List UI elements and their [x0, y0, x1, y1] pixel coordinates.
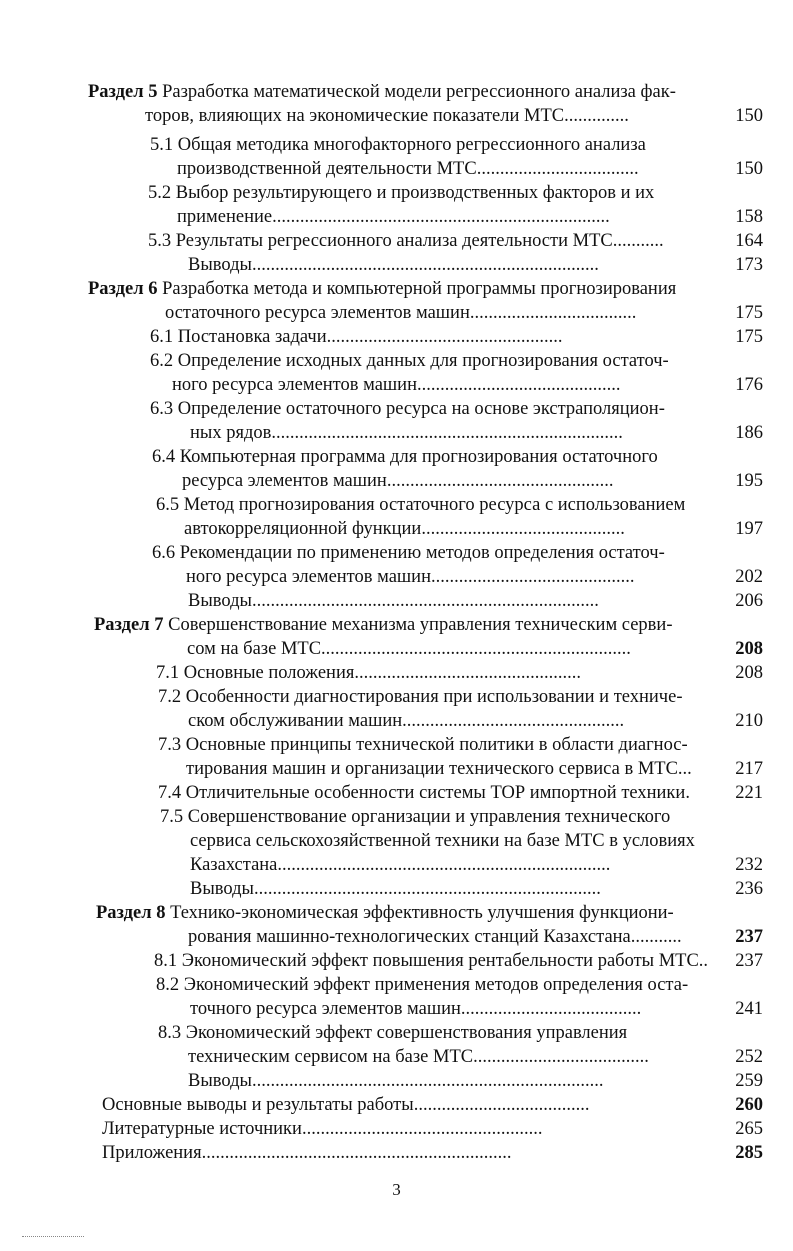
toc-line: [190, 877, 601, 901]
toc-line: [152, 541, 665, 565]
toc-line: [148, 181, 654, 205]
dot-leader: ...................................................................: [321, 639, 631, 659]
toc-line: [102, 1117, 542, 1141]
toc-line-text: ных рядов: [190, 423, 272, 443]
toc-line-text: автокорреляционной функции: [184, 519, 422, 539]
toc-line-text: 5.1 Общая методика многофакторного регрессионного анализа: [150, 135, 646, 155]
toc-line: [158, 1021, 627, 1045]
dot-leader: ....................................................: [301, 1119, 543, 1139]
toc-page-number: 150: [735, 106, 763, 126]
toc-page-number: 206: [735, 591, 763, 611]
toc-line-text: 6.1 Постановка задачи: [150, 327, 327, 347]
toc-line-text: производственной деятельности МТС: [177, 159, 477, 179]
toc-page-number: 164: [735, 231, 763, 251]
toc-entry: [0, 973, 793, 1021]
toc-entry: [0, 445, 793, 493]
dot-leader: ...........................................................................: [253, 879, 601, 899]
toc-entry: [0, 805, 793, 877]
toc-line: [160, 805, 670, 829]
toc-line-text: Выводы: [188, 1071, 252, 1091]
toc-line-text: Разработка метода и компьютерной программы прогнозирования: [157, 279, 677, 299]
toc-line-text: 7.5 Совершенствование организации и управления технического: [160, 807, 671, 827]
toc-line: [188, 925, 682, 949]
toc-page-number: 150: [735, 159, 763, 179]
dot-leader: .........................................................................: [272, 207, 610, 227]
toc-line-text: 8.1 Экономический эффект повышения рентабельности работы МТС..: [154, 951, 709, 971]
toc-page-number: 259: [735, 1071, 763, 1091]
dot-leader: ..............: [564, 106, 629, 126]
toc-line: [152, 445, 658, 469]
toc-line-text: 7.2 Особенности диагностирования при использовании и техниче-: [158, 687, 683, 707]
toc-line: [150, 325, 562, 349]
toc-line-text: торов, влияющих на экономические показатели МТС: [145, 106, 565, 126]
toc-line: [187, 637, 631, 661]
toc-line-text: 7.1 Основные положения: [156, 663, 355, 683]
toc-line: [94, 613, 672, 637]
page-number: 3: [392, 1180, 401, 1199]
toc-line-text: ного ресурса элементов машин: [186, 567, 431, 587]
dot-leader: .................................................: [386, 471, 614, 491]
toc-entry: [0, 613, 793, 661]
toc-line-text: применение: [177, 207, 273, 227]
dot-leader: ............................................: [421, 519, 625, 539]
section-label: Раздел 6: [88, 279, 158, 299]
toc-page-number: 195: [735, 471, 763, 491]
toc-line-text: 6.3 Определение остаточного ресурса на основе экстраполяцион-: [150, 399, 665, 419]
toc-line: [156, 973, 688, 997]
toc-entry: [0, 349, 793, 397]
toc-line: [158, 781, 690, 805]
toc-line-text: ресурса элементов машин: [182, 471, 387, 491]
dot-leader: ...........................................................................: [251, 591, 599, 611]
toc-page-number: 260: [735, 1095, 763, 1115]
toc-entry: [0, 1021, 793, 1069]
toc-line: [190, 421, 623, 445]
toc-line-text: тирования машин и организации технического сервиса в МТС...: [186, 759, 692, 779]
dot-leader: ............................................................................: [271, 423, 623, 443]
toc-line: [102, 1141, 511, 1165]
toc-line-text: 6.5 Метод прогнозирования остаточного ресурса с использованием: [156, 495, 686, 515]
toc-line-text: 6.6 Рекомендации по применению методов определения остаточ-: [152, 543, 665, 563]
toc-line: [145, 104, 629, 128]
toc-line-text: Технико-экономическая эффективность улучшения функциони-: [165, 903, 674, 923]
toc-line: [177, 157, 639, 181]
toc-entry: [0, 1117, 793, 1141]
toc-entry: [0, 1069, 793, 1093]
toc-line: [190, 829, 695, 853]
toc-line-text: Выводы: [188, 591, 252, 611]
toc-entry: [0, 781, 793, 805]
toc-entry: [0, 877, 793, 901]
toc-line: [150, 397, 665, 421]
toc-line: [172, 373, 620, 397]
toc-line-text: Основные выводы и результаты работы: [102, 1095, 414, 1115]
dot-leader: ......................................: [413, 1095, 590, 1115]
toc-line: [150, 349, 669, 373]
toc-line: [188, 589, 599, 613]
toc-entry: [0, 133, 793, 181]
toc-page-number: 237: [735, 927, 763, 947]
dot-leader: ............................................................................: [251, 1071, 604, 1091]
toc-page-number: 175: [735, 327, 763, 347]
dot-leader: .................................................: [354, 663, 581, 683]
toc-page-number: 285: [735, 1143, 763, 1163]
toc-line: [156, 661, 581, 685]
toc-page-number: 232: [735, 855, 763, 875]
toc-entry: [0, 1093, 793, 1117]
toc-entry: [0, 181, 793, 229]
toc-line-text: 6.4 Компьютерная программа для прогнозирования остаточного: [152, 447, 658, 467]
toc-line: [158, 685, 683, 709]
dot-leader: ...........: [630, 927, 682, 947]
toc-line-text: 8.2 Экономический эффект применения методов определения оста-: [156, 975, 689, 995]
dot-leader: ................................................: [402, 711, 625, 731]
section-label: Раздел 7: [94, 615, 164, 635]
toc-page-number: 176: [735, 375, 763, 395]
toc-entry: [0, 661, 793, 685]
toc-line: [177, 205, 610, 229]
dot-leader: ...................................................................: [201, 1143, 512, 1163]
toc-entry: [0, 541, 793, 589]
section-label: Раздел 8: [96, 903, 166, 923]
toc-page-number: 208: [735, 663, 763, 683]
toc-line: [188, 709, 624, 733]
toc-page-number: 202: [735, 567, 763, 587]
toc-line: [156, 493, 685, 517]
dot-leader: .......................................: [460, 999, 642, 1019]
dot-leader: ............................................: [430, 567, 635, 587]
toc-page-number: 208: [735, 639, 763, 659]
section-label: Раздел 5: [88, 82, 158, 102]
toc-page-number: 252: [735, 1047, 763, 1067]
toc-line: [102, 1093, 589, 1117]
toc-page-number: 197: [735, 519, 763, 539]
toc-line-text: сом на базе МТС: [187, 639, 322, 659]
dot-leader: ...........: [612, 231, 664, 251]
toc-line-text: сервиса сельскохозяйственной техники на базе МТС в условиях: [190, 831, 695, 851]
toc-line: [150, 133, 646, 157]
toc-entry: [0, 253, 793, 277]
dot-leader: ......................................: [473, 1047, 649, 1067]
toc-line-text: остаточного ресурса элементов машин: [165, 303, 470, 323]
toc-page-number: 265: [735, 1119, 763, 1139]
toc-line: [190, 853, 610, 877]
dot-leader: ...................................: [476, 159, 639, 179]
toc-line-text: рования машинно-технологических станций Казахстана: [188, 927, 631, 947]
dot-leader: ...........................................................................: [251, 255, 599, 275]
toc-line: [184, 517, 625, 541]
toc-entry: [0, 949, 793, 973]
toc-page-number: 210: [735, 711, 763, 731]
toc-entry: [0, 589, 793, 613]
toc-line: [182, 469, 613, 493]
toc-entry: [0, 229, 793, 253]
dot-leader: ............................................: [416, 375, 621, 395]
toc-entry: [0, 733, 793, 781]
toc-line: [188, 1069, 603, 1093]
toc-line-text: 5.3 Результаты регрессионного анализа деятельности МТС: [148, 231, 613, 251]
toc-line-text: 7.4 Отличительные особенности системы ТОР импортной техники.: [158, 783, 690, 803]
toc-line: [148, 229, 664, 253]
toc-entry: [0, 397, 793, 445]
toc-line-text: 5.2 Выбор результирующего и производственных факторов и их: [148, 183, 655, 203]
toc-line-text: Совершенствование механизма управления техническим серви-: [163, 615, 673, 635]
toc-line-text: Разработка математической модели регрессионного анализа фак-: [157, 82, 676, 102]
toc-page-number: 237: [735, 951, 763, 971]
toc-page-number: 175: [735, 303, 763, 323]
toc-line: [190, 997, 641, 1021]
toc-line-text: 6.2 Определение исходных данных для прогнозирования остаточ-: [150, 351, 669, 371]
toc-line: [186, 757, 692, 781]
toc-line: [88, 277, 676, 301]
toc-entry: [0, 1141, 793, 1165]
toc-line: [158, 733, 688, 757]
toc-line-text: ного ресурса элементов машин: [172, 375, 417, 395]
toc-entry: [0, 685, 793, 733]
toc-entry: [0, 80, 793, 128]
toc-line-text: 8.3 Экономический эффект совершенствования управления: [158, 1023, 628, 1043]
toc-line: [188, 253, 599, 277]
scan-artifact-line: [22, 1236, 84, 1237]
toc-line: [165, 301, 636, 325]
toc-page-number: 236: [735, 879, 763, 899]
dot-leader: ...................................................: [326, 327, 563, 347]
toc-line-text: Выводы: [188, 255, 252, 275]
toc-line-text: Выводы: [190, 879, 254, 899]
toc-line-text: Приложения: [102, 1143, 202, 1163]
toc-line-text: ском обслуживании машин: [188, 711, 403, 731]
toc-page-number: 221: [735, 783, 763, 803]
toc-line-text: техническим сервисом на базе МТС: [188, 1047, 474, 1067]
toc-entry: [0, 325, 793, 349]
toc-line: [154, 949, 708, 973]
toc-line: [186, 565, 634, 589]
toc-page-number: 241: [735, 999, 763, 1019]
toc-line-text: Казахстана: [190, 855, 278, 875]
toc-page-number: 186: [735, 423, 763, 443]
toc-entry: [0, 901, 793, 949]
dot-leader: ........................................................................: [277, 855, 611, 875]
toc-line-text: 7.3 Основные принципы технической политики в области диагнос-: [158, 735, 688, 755]
toc-line: [188, 1045, 649, 1069]
toc-line: [88, 80, 676, 104]
toc-line-text: Литературные источники: [102, 1119, 302, 1139]
dot-leader: ....................................: [469, 303, 637, 323]
toc-line-text: точного ресурса элементов машин: [190, 999, 461, 1019]
toc-page-number: 173: [735, 255, 763, 275]
toc-line: [96, 901, 674, 925]
toc-page-number: 217: [735, 759, 763, 779]
toc-entry: [0, 277, 793, 325]
toc-page-number: 158: [735, 207, 763, 227]
toc-entry: [0, 493, 793, 541]
